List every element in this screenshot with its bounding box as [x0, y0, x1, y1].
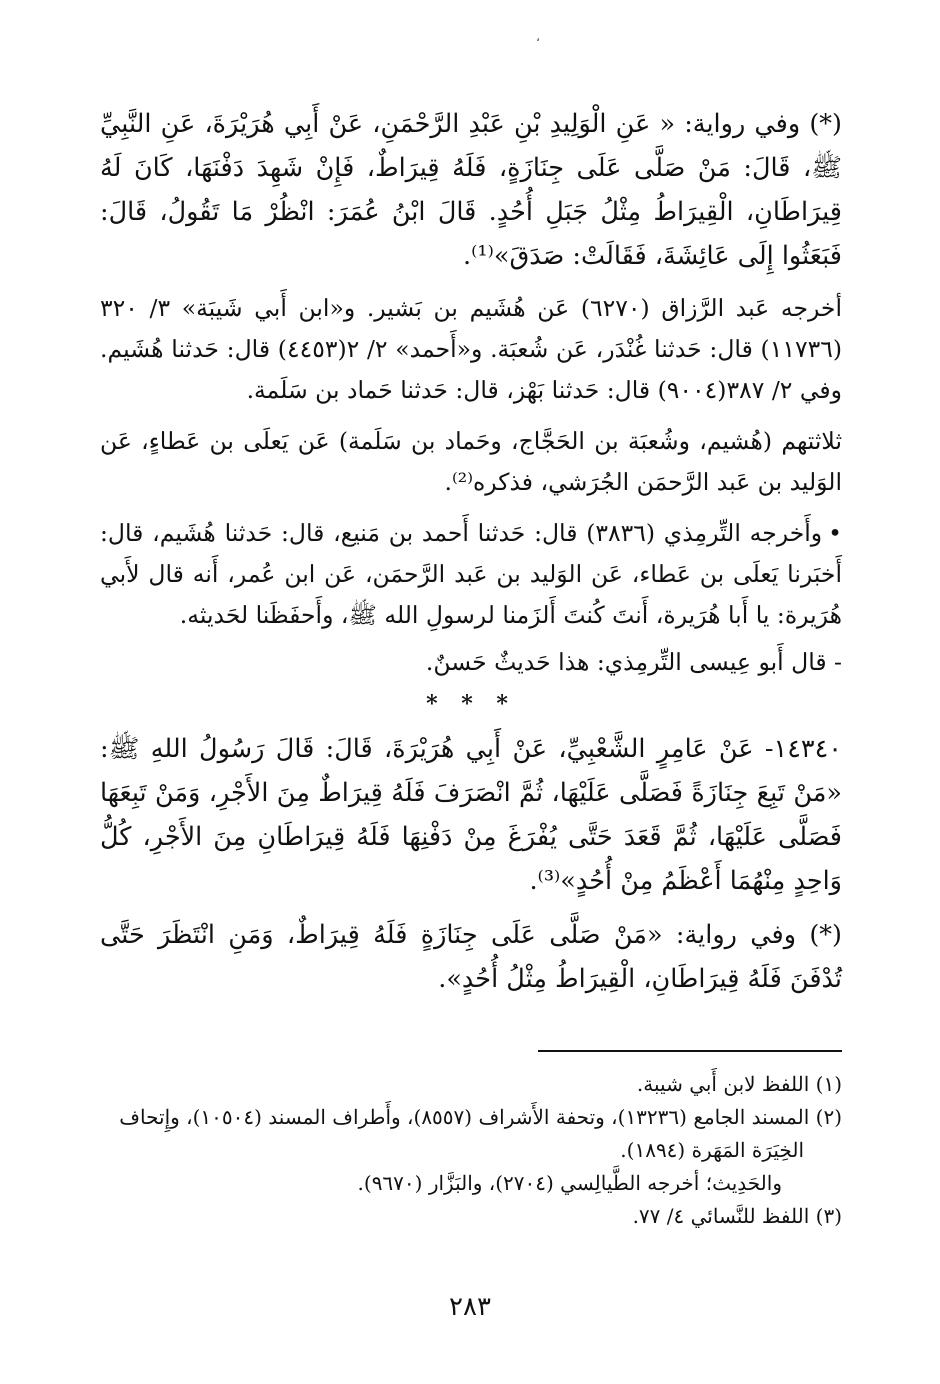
page-number: ٢٨٣	[449, 1292, 491, 1322]
footnote-1: (١) اللفظ لابن أَبي شيبة.	[636, 1072, 842, 1096]
takhrij-paragraph-1: أخرجه عَبد الرَّزاق (٦٢٧٠) عَن هُشَيم بن بَشير. و«ابن أَبي شَيبَة» ٣/ ٣٢٠ (١١٧٣٦) قال: حَدثنا غُنْدَر، عَن شُعبَة. و«أَحمد» ٢/ ٢(٤٤٥٣) قال: حَدثنا هُشَيم. وفي ٢/ ٣٨٧(٩٠٠٤) قال: حَدثنا بَهْز، قال: حَدثنا حَماد بن سَلَمة.	[100, 294, 842, 404]
takhrij-paragraph-3	[100, 513, 842, 636]
footnote-2-subnote: والحَدِيث؛ أخرجه الطَّيالِسي (٢٧٠٤)، والبَزَّار (٩٦٧٠).	[357, 1171, 782, 1195]
footnotes	[100, 1068, 842, 1233]
takhrij-paragraph-2: ثلاثتهم (هُشيم، وشُعبَة بن الحَجَّاج، وحَماد بن سَلَمة) عَن يَعلَى بن عَطاءٍ، عَن الوَليد بن عَبد الرَّحمَن الجُرَشي، فذكره⁽²⁾.	[100, 427, 842, 496]
narration-variant-paragraph-1: (*) وفي رواية: « عَنِ الْوَلِيدِ بْنِ عَبْدِ الرَّحْمَنِ، عَنْ أَبِي هُرَيْرَةَ، عَنِ النَّبِيِّ ﷺ، قَالَ: مَنْ صَلَّى عَلَى جِنَازَةٍ، فَلَهُ قِيرَاطٌ، فَإِنْ شَهِدَ دَفْنَهَا، كَانَ لَهُ قِيرَاطَانِ، الْقِيرَاطُ مِثْلُ جَبَلِ أُحُدٍ. قَالَ ابْنُ عُمَرَ: انْظُرْ مَا تَقُولُ، قَالَ: فَبَعَثُوا إِلَى عَائِشَةَ، فَقَالَتْ: صَدَقَ»⁽¹⁾.	[100, 109, 842, 271]
hadith-14340: ١٤٣٤٠- عَنْ عَامِرٍ الشَّعْبِيِّ، عَنْ أَبِي هُرَيْرَةَ، قَالَ: قَالَ رَسُولُ اللهِ ﷺ: «مَنْ تَبِعَ جِنَازَةً فَصَلَّى عَلَيْهَا، ثُمَّ انْصَرَفَ فَلَهُ قِيرَاطٌ مِنَ الأَجْرِ، وَمَنْ تَبِعَهَا فَصَلَّى عَلَيْهَا، ثُمَّ قَعَدَ حَتَّى يُفْرَغَ مِنْ دَفْنِهَا فَلَهُ قِيرَاطَانِ مِنَ الأَجْرِ، كُلُّ وَاحِدٍ مِنْهُمَا أَعْظَمُ مِنْ أُحُدٍ»⁽³⁾.	[100, 734, 842, 896]
top-mark: ،	[536, 30, 540, 44]
footnote-divider	[538, 1050, 842, 1052]
narration-variant-paragraph-2: (*) وفي رواية: «مَنْ صَلَّى عَلَى جِنَازَةٍ فَلَهُ قِيرَاطٌ، وَمَنِ انْتَظَرَ حَتَّى تُدْفَنَ فَلَهُ قِيرَاطَانِ، الْقِيرَاطُ مِثْلُ أُحُدٍ».	[100, 920, 842, 994]
bullet-icon: •	[828, 519, 842, 547]
footnote-2: (٢) المسند الجامع (١٣٢٣٦)، وتحفة الأَشراف (٨٥٥٧)، وأَطراف المسند (١٠٥٠٤)، وإِتحاف	[119, 1105, 842, 1129]
section-separator: * * *	[426, 691, 516, 717]
footnote-2-continuation: الخِيَرَة المَهَرة (١٨٩٤).	[620, 1138, 804, 1162]
footnote-3: (٣) اللفظ للنَّسائي ٤/ ٧٧.	[632, 1204, 842, 1228]
main-text	[100, 102, 842, 1001]
takhrij-paragraph-3-text: وأَخرجه التِّرمِذي (٣٨٣٦) قال: حَدثنا أَحمد بن مَنيع، قال: حَدثنا هُشَيم، قال: أَخبَرنا يَعلَى بن عَطاء، عَن الوَليد بن عَبد الرَّحمَن، عَن ابن عُمر، أَنه قال لأَبي هُرَيرة: يا أَبا هُرَيرة، أَنتَ كُنتَ أَلزَمنا لرسولِ الله ﷺ، وأَحفَظَنا لحَديثه.	[100, 519, 842, 629]
tirmidhi-note: - قال أَبو عِيسى التِّرمِذي: هذا حَديثٌ حَسنٌ.	[425, 648, 842, 676]
